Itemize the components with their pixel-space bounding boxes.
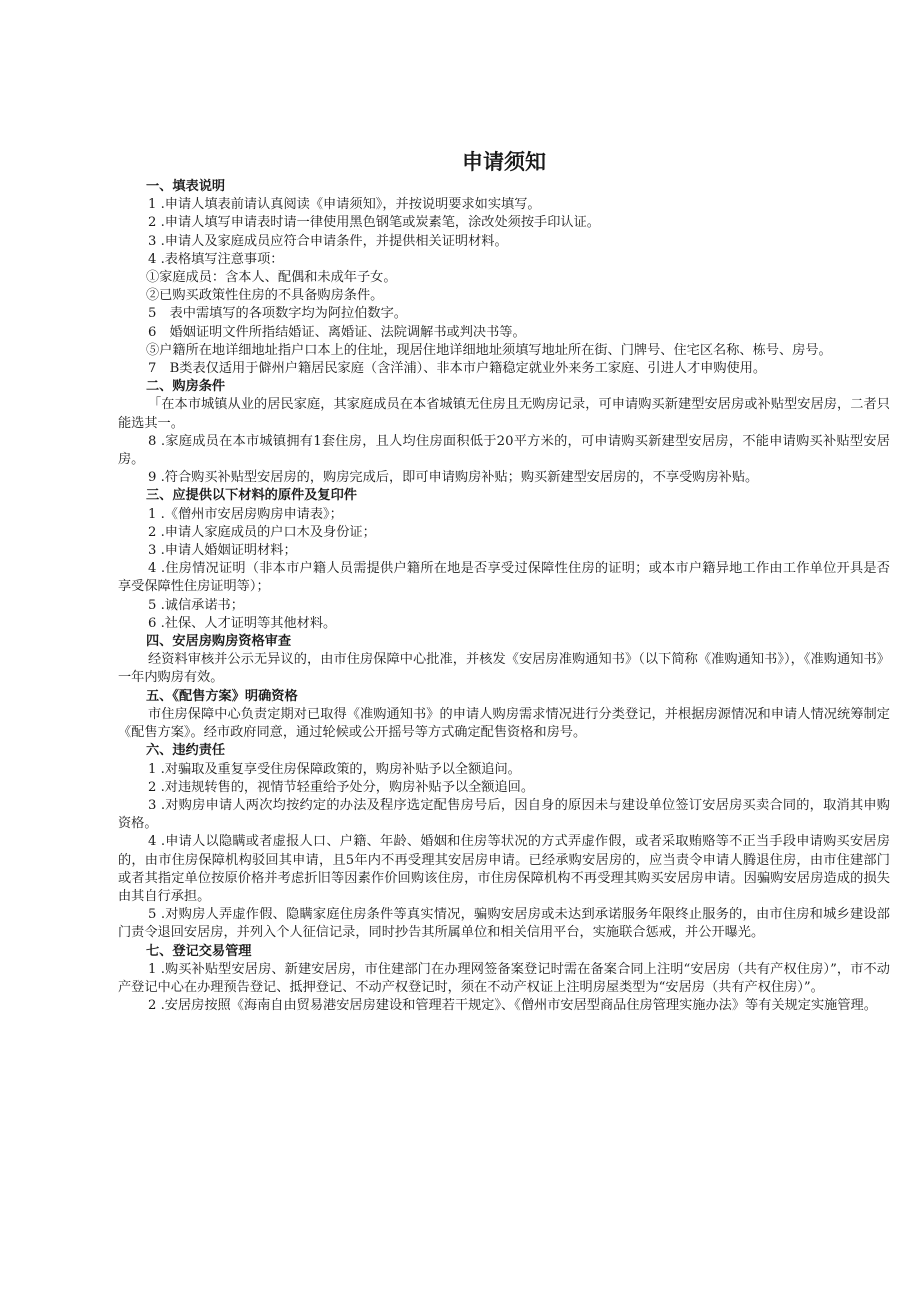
section-heading-purchase-conditions: 二、购房条件 (146, 379, 226, 395)
document-page (118, 148, 890, 1015)
paragraph: 1 .《僧州市安居房购房申请表》； (148, 506, 343, 522)
section-heading-required-materials: 三、应提供以下材料的原件及复印件 (146, 488, 357, 504)
paragraph: 5 .对购房人弄虚作假、隐瞒家庭住房条件等真实情况，骗购安居房或未达到承诺服务年限终止服务的，由市住房和城乡建设部门责令退回安居房，并列入个人征信记录，同时抄告其所属单位和相关信用平台，实施联合惩戒，并公开曝光。 (118, 907, 890, 941)
paragraph: 9 .符合购买补贴型安居房的，购房完成后，即可申请购房补贴；购买新建型安居房的，不享受购房补贴。 (148, 470, 759, 486)
paragraph: 经资料审核并公示无异议的，由市住房保障中心批准，并核发《安居房准购通知书》（以下简称《准购通知书》），《准购通知书》一年内购房有效。 (118, 652, 890, 686)
paragraph: 5 表中需填写的各项数字均为阿拉伯数字。 (148, 306, 407, 322)
paragraph: 4 .申请人以隐瞒或者虚报人口、户籍、年龄、婚姻和住房等状况的方式弄虚作假，或者采取贿赂等不正当手段申请购买安居房的，由市住房保障机构驳回其申请，且5年内不再受理其安居房申请。已经承购安居房的，应当责令申请人腾退住房，由市住建部门或者其指定单位按原价格并考虑折旧等因素作价回购该住房，市住房保障机构不再受理其购买安居房申请。因骗购安居房造成的损失由其自行承担。 (118, 834, 890, 904)
paragraph: 6 .社保、人才证明等其他材料。 (148, 615, 337, 631)
paragraph: ②已购买政策性住房的不具备购房条件。 (146, 288, 384, 304)
paragraph: 7 B类表仅适用于僻州户籍居民家庭（含洋浦）、非本市户籍稳定就业外来务工家庭、引进人才申购使用。 (148, 361, 767, 377)
paragraph: ①家庭成员：含本人、配偶和未成年子女。 (146, 270, 397, 286)
paragraph: 5 .诚信承诺书； (148, 597, 244, 613)
section-heading-registration: 七、登记交易管理 (146, 943, 252, 959)
paragraph: 3 .申请人婚姻证明材料； (148, 543, 297, 559)
paragraph: 4 .住房情况证明（非本市户籍人员需提供户籍所在地是否享受过保障性住房的证明；或本市户籍异地工作由工作单位开具是否享受保障性住房证明等）； (118, 561, 890, 595)
paragraph: 2 .申请人填写申请表时请一律使用黑色钢笔或炭素笔，涂改处须按手印认证。 (148, 215, 600, 231)
paragraph: 「在本市城镇从业的居民家庭，其家庭成员在本省城镇无住房且无购房记录，可申请购买新建型安居房或补贴型安居房，二者只能选其一。 (118, 397, 890, 431)
paragraph: 1 .申请人填表前请认真阅读《申请须知》，并按说明要求如实填写。 (148, 197, 541, 213)
paragraph: 8 .家庭成员在本市城镇拥有1套住房，且人均住房面积低于20平方米的，可申请购买新建型安居房，不能申请购买补贴型安居房。 (118, 433, 890, 468)
paragraph: 市住房保障中心负责定期对已取得《准购通知书》的申请人购房需求情况进行分类登记，并根据房源情况和申请人情况统筹制定《配售方案》。经市政府同意，通过轮候或公开摇号等方式确定配售资格和房号。 (118, 706, 890, 741)
paragraph: 2 .对违规转售的，视情节轻重给予处分，购房补贴予以全额追回。 (148, 779, 535, 795)
section-heading-allocation-plan: 五、《配售方案》明确资格 (146, 688, 298, 704)
section-heading-liability: 六、违约责任 (146, 743, 226, 759)
paragraph: 2 .申请人家庭成员的户口木及身份证； (148, 524, 376, 540)
section-heading-fill-instructions: 一、填表说明 (146, 179, 226, 194)
paragraph: 2 .安居房按照《海南自由贸易港安居房建设和管理若干规定》、《僧州市安居型商品住房管理实施办法》等有关规定实施管理。 (148, 998, 877, 1014)
page-title: 申请须知 (462, 150, 546, 174)
paragraph: 1 .购买补贴型安居房、新建安居房，市住建部门在办理网签备案登记时需在备案合同上注明“安居房（共有产权住房）”，市不动产登记中心在办理预告登记、抵押登记、不动产权登记时，须在不动产权证上注明房屋类型为“安居房（共有产权住房）”。 (118, 961, 890, 995)
paragraph: 1 .对骗取及重复享受住房保障政策的，购房补贴予以全额追问。 (148, 761, 521, 777)
paragraph: 6 婚姻证明文件所指结婚证、离婚证、法院调解书或判决书等。 (148, 324, 526, 340)
section-heading-qualification-review: 四、安居房购房资格审查 (146, 634, 292, 650)
paragraph: 3 .申请人及家庭成员应符合申请条件，并提供相关证明材料。 (148, 233, 508, 249)
paragraph: 4 .表格填写注意事项： (148, 251, 284, 267)
paragraph: ⑤户籍所在地详细地址指户口本上的住址，现居住地详细地址须填写地址所在街、门牌号、住宅区名称、栋号、房号。 (146, 342, 832, 358)
paragraph: 3 .对购房申请人两次均按约定的办法及程序选定配售房号后，因自身的原因未与建设单位签订安居房买卖合同的，取消其申购资格。 (118, 797, 890, 832)
